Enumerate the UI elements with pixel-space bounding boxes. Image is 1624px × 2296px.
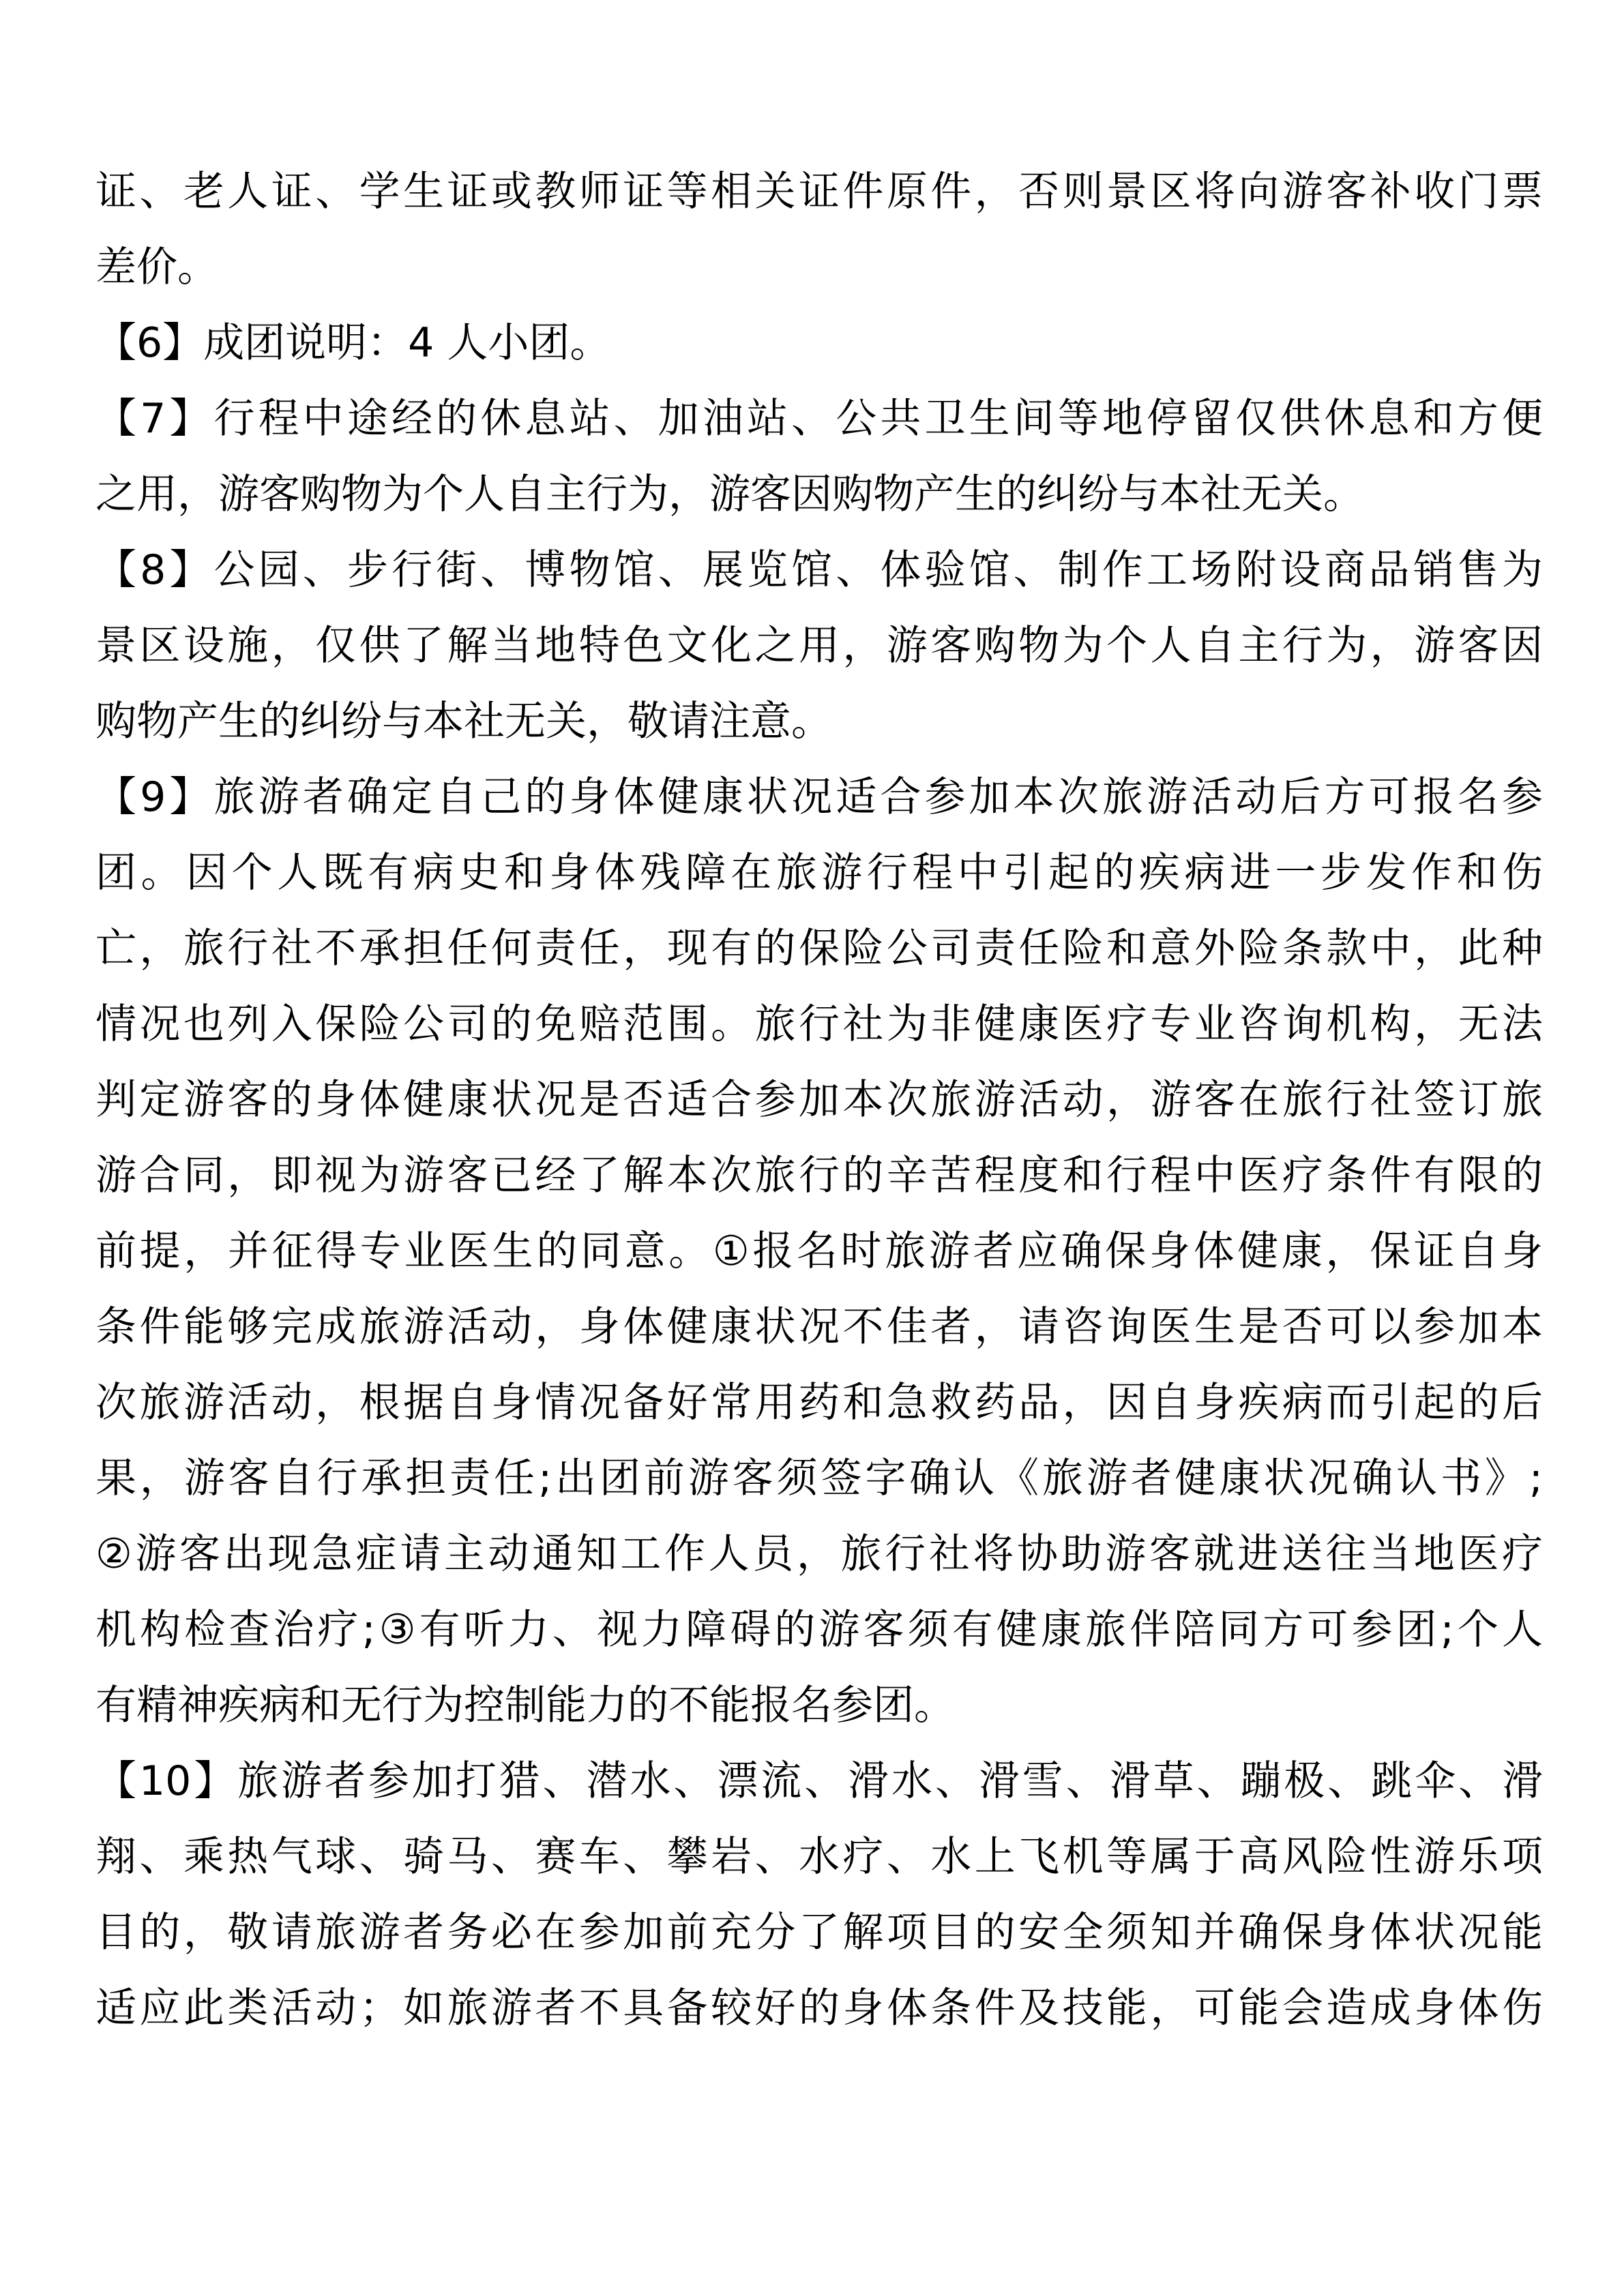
text-line: 次旅游活动，根据自身情况备好常用药和急救药品，因自身疾病而引起的后 [95,1379,1543,1427]
text-line: ②游客出现急症请主动通知工作人员，旅行社将协助游客就进送往当地医疗 [95,1530,1543,1578]
paragraph [95,381,1543,533]
text-line: 【8】公园、步行街、博物馆、展览馆、体验馆、制作工场附设商品销售为 [95,546,1543,594]
text-line: 证、老人证、学生证或教师证等相关证件原件，否则景区将向游客补收门票 [95,168,1543,215]
text-line: 适应此类活动；如旅游者不具备较好的身体条件及技能，可能会造成身体伤 [95,1984,1543,2032]
text-line: 情况也列入保险公司的免赔范围。旅行社为非健康医疗专业咨询机构，无法 [95,1000,1543,1048]
text-line: 【6】成团说明：4 人小团。 [95,319,611,367]
document-body [95,154,1543,2046]
paragraph [95,1744,1543,2046]
text-line: 团。因个人既有病史和身体残障在旅游行程中引起的疾病进一步发作和伤 [95,849,1543,897]
text-line: 景区设施，仅供了解当地特色文化之用，游客购物为个人自主行为，游客因 [95,622,1543,670]
text-line: 亡，旅行社不承担任何责任，现有的保险公司责任险和意外险条款中，此种 [95,925,1543,972]
text-line: 翔、乘热气球、骑马、赛车、攀岩、水疗、水上飞机等属于高风险性游乐项 [95,1833,1543,1881]
paragraph [95,760,1543,1744]
text-line: 【7】行程中途经的休息站、加油站、公共卫生间等地停留仅供休息和方便 [95,395,1543,443]
text-line: 之用，游客购物为个人自主行为，游客因购物产生的纠纷与本社无关。 [95,471,1364,518]
text-line: 机构检查治疗;③有听力、视力障碍的游客须有健康旅伴陪同方可参团;个人 [95,1606,1543,1654]
text-line: 游合同，即视为游客已经了解本次旅行的辛苦程度和行程中医疗条件有限的 [95,1152,1543,1199]
text-line: 【10】旅游者参加打猎、潜水、漂流、滑水、滑雪、滑草、蹦极、跳伞、滑 [95,1757,1543,1805]
text-line: 购物产生的纠纷与本社无关，敬请注意。 [95,698,832,745]
text-line: 差价。 [95,243,218,291]
paragraph [95,154,1543,305]
text-line: 前提，并征得专业医生的同意。①报名时旅游者应确保身体健康，保证自身 [95,1227,1543,1275]
paragraph [95,305,1543,381]
text-line: 有精神疾病和无行为控制能力的不能报名参团。 [95,1682,955,1729]
paragraph [95,533,1543,760]
text-line: 【9】旅游者确定自己的身体健康状况适合参加本次旅游活动后方可报名参 [95,773,1543,821]
text-line: 目的，敬请旅游者务必在参加前充分了解项目的安全须知并确保身体状况能 [95,1909,1543,1956]
text-line: 判定游客的身体健康状况是否适合参加本次旅游活动，游客在旅行社签订旅 [95,1076,1543,1124]
text-line: 果，游客自行承担责任;出团前游客须签字确认《旅游者健康状况确认书》; [95,1455,1543,1502]
text-line: 条件能够完成旅游活动，身体健康状况不佳者，请咨询医生是否可以参加本 [95,1303,1543,1351]
